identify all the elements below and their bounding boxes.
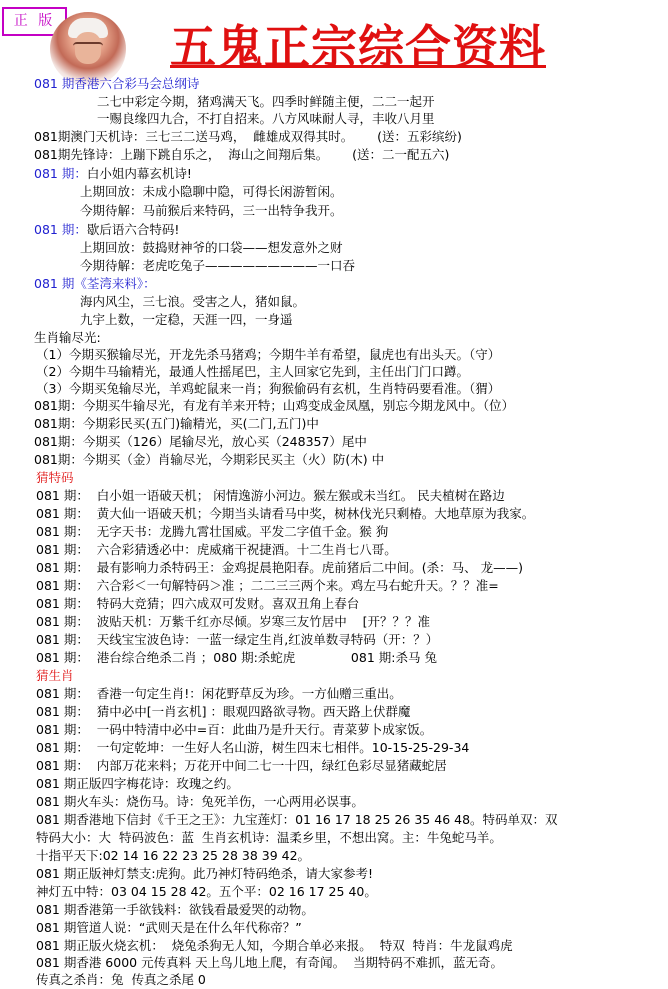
text-line: 081 期香港 6000 元传真料 天上鸟儿地上爬，有奇闻。 当期特码不难抓，蓝无奇。 [36,955,504,970]
text-line: 081 期：歇后语六合特码! [34,222,180,237]
text-line: 081 期《荃湾来料》： [34,276,156,291]
text-line: 081 期： 一句定乾坤：一生好人名山游，树生四末七相伴。10-15-25-29-34 [36,740,470,755]
text-line: 081期：今期买（金）肖输尽光，今期彩民买主（火）防(木) 中 [34,452,385,467]
page-title: 五鬼正宗综合资料 [170,20,546,74]
text-line: 081 期正版四字梅花诗：玫瑰之约。 [36,776,239,791]
text-line: 081 期： 无字天书：龙腾九霄壮国威。平发二字值千金。猴 狗 [36,524,389,539]
text-line: 上期回放：未成小隐聊中隐，可得长闲游暂闲。 [80,184,343,199]
text-line: 传真之杀肖：兔 传真之杀尾 0 [36,972,206,987]
text-line: 081 期正版神灯禁支:虎狗。此乃神灯特码绝杀，请大家参考! [36,866,374,881]
text-line: 081 期： 港台综合绝杀二肖 ；080 期:杀蛇虎 081 期:杀马 兔 [36,650,437,665]
text-line: 081 期正版火烧玄机： 烧兔杀狗无人知，今期合单必来报。 特双 特肖：牛龙鼠鸡虎 [36,938,513,953]
text-line: 081 期： 天线宝宝波色诗：一蓝一绿定生肖,红波单数寻特码（开：？） [36,632,439,647]
text-line: 081 期香港地下信封《千王之王》：九宝莲灯：01 16 17 18 25 26 35 46 48。特码单双：双 [36,812,558,827]
text-line: 081 期火车头：烧伤马。诗：兔死羊伤，一心两用必误事。 [36,794,364,809]
text-line: 神灯五中特：03 04 15 28 42。五个平：02 16 17 25 40。 [36,884,377,899]
text-line: 081 期： 猜中必中[一肖玄机] ：眼观四路欲寻物。西天路上伏群魔 [36,704,411,719]
edition-badge: 正 版 [2,7,67,36]
text-line: 081 期： 内部万花来料；万花开中间二七一十四，绿红色彩尽显猪藏蛇居 [36,758,447,773]
text-line: 081 期： 白小姐一语破天机； 闲情逸游小河边。猴左猴或未当红。 民夫植树在路边 [36,488,505,503]
text-line: 今期待解：老虎吃兔子—————————一口吞 [80,258,356,273]
section-heading: 猜特码 [36,470,74,485]
text-line: 一赐良缘四九合，不打自招来。八方风味耐人寻，丰收八月里 [97,111,435,126]
text-line: 海内风尘，三七浪。受害之人，猪如鼠。 [80,294,306,309]
text-line: 九宇上数，一定稳，天涯一四，一身遥 [80,312,293,327]
text-line: 特码大小：大 特码波色：蓝 生肖玄机诗：温柔乡里，不想出窝。主：牛兔蛇马羊。 [36,830,502,845]
section-heading: 猜生肖 [36,668,74,683]
text-line: 081 期： 特码大竞猜；四六成双可发财。喜双丑角上春台 [36,596,360,611]
text-line: （1）今期买猴输尽光，开龙先杀马猪鸡；今期牛羊有希望，鼠虎也有出头天。（守） [36,347,501,362]
text-line: 081期：今期买牛输尽光，有龙有羊来开特；山鸡变成金凤凰，别忘今期龙风中。（位） [34,398,515,413]
text-line: 081 期：白小姐内幕玄机诗! [34,166,192,181]
text-line: 二七中彩定今期，猪鸡满天飞。四季时鲜随主便，二二一起开 [97,94,435,109]
text-line: 十指平天下:02 14 16 22 23 25 28 38 39 42。 [36,848,311,863]
text-line: 081期：今期买（126）尾输尽光，放心买（248357）尾中 [34,434,367,449]
text-line: 今期待解：马前猴后来特码，三一出特争我开。 [80,203,343,218]
text-line: （2）今期牛马输精光，最通人性摇尾巴，主人回家它先到，主任出门门口蹲。 [36,364,469,379]
text-line: 上期回放：鼓捣财神爷的口袋——想发意外之财 [80,240,343,255]
text-line: 081 期： 六合彩＜一句解特码＞准 ；二二三三两个来。鸡左马右蛇升天。？？准= [36,578,499,593]
text-line: 081 期： 最有影响力杀特码王：金鸡捉晨艳阳春。虎前猪后二中间。(杀：马、 龙——) [36,560,524,575]
text-line: 081 期： 香港一句定生肖!：闲花野草反为珍。一方仙赠三重出。 [36,686,402,701]
portrait-image [50,12,126,86]
text-line: 081 期： 黄大仙一语破天机；今期当头请看马中奖，树林伐光只剩椿。大地草原为我家。 [36,506,535,521]
text-line: 081 期： 波贴天机：万紫千红亦尽倾。岁寒三友竹居中 [开？？？准 [36,614,431,629]
text-line: 081 期香港六合彩马会总纲诗 [34,76,200,91]
text-line: 081 期： 一码中特清中必中=百：此曲乃是升天行。青菜萝卜成家饭。 [36,722,433,737]
text-line: 081 期： 六合彩猜透必中：虎威痛干祝捷酒。十二生肖七八哥。 [36,542,397,557]
text-line: 生肖输尽光: [34,330,101,345]
text-line: 081期澳门天机诗：三七三二送马鸡， 雌雄成双得其时。 (送：五彩缤纷) [34,129,462,144]
text-line: 081期：今期彩民买(五门)输精光，买(二门,五门)中 [34,416,319,431]
text-line: 081期先锋诗：上蹦下跳自乐之， 海山之间翔后集。 (送：二一配五六) [34,147,450,162]
text-line: 081 期管道人说：“武则天是在什么年代称帝？” [36,920,302,935]
text-line: （3）今期买兔输尽光，羊鸡蛇鼠来一肖；狗猴偷码有玄机，生肖特码要看准。（猬） [36,381,501,396]
text-line: 081 期香港第一手欲钱料：欲钱看最爱哭的动物。 [36,902,314,917]
